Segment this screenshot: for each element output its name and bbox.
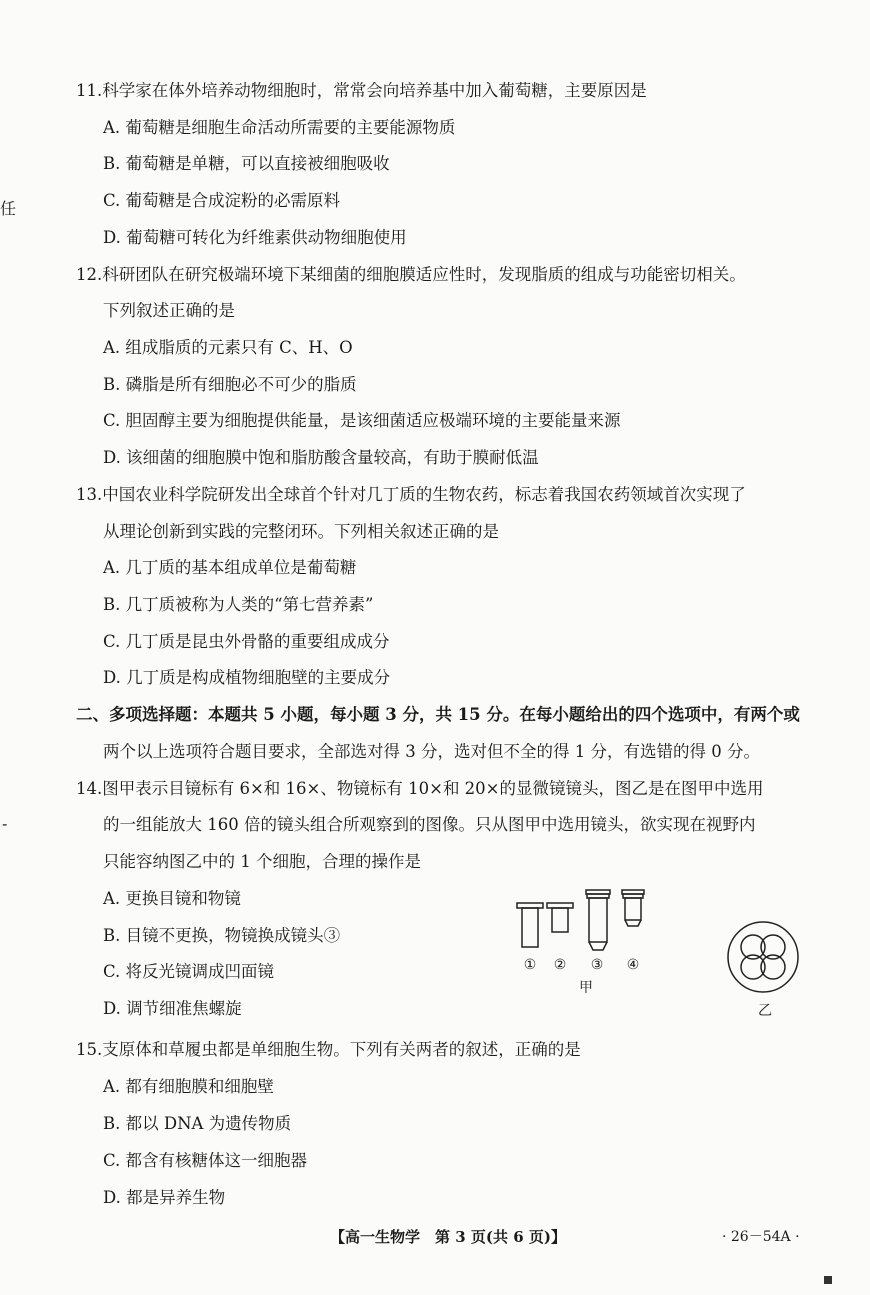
question-15-option-c: C. 都含有核糖体这一细胞器 — [103, 1151, 308, 1170]
lens-2-body — [552, 908, 568, 932]
question-14-stem-cont: 的一组能放大 160 倍的镜头组合所观察到的图像。只从图甲中选用镜头，欲实现在视野内 — [103, 815, 756, 834]
question-11-stem: 11.科学家在体外培养动物细胞时，常常会向培养基中加入葡萄糖，主要原因是 — [76, 81, 647, 100]
question-14-option-c: C. 将反光镜调成凹面镜 — [103, 962, 275, 981]
question-15-stem: 15.支原体和草履虫都是单细胞生物。下列有关两者的叙述，正确的是 — [76, 1040, 581, 1059]
question-13-stem-cont: 从理论创新到实践的完整闭环。下列相关叙述正确的是 — [103, 522, 499, 541]
question-13-option-c: C. 几丁质是昆虫外骨骼的重要组成成分 — [103, 632, 390, 651]
question-12-option-d: D. 该细菌的细胞膜中饱和脂肪酸含量较高，有助于膜耐低温 — [103, 448, 539, 467]
lens-label-4: ④ — [626, 957, 640, 973]
question-14-stem-cont: 只能容纳图乙中的 1 个细胞，合理的操作是 — [103, 852, 421, 871]
lens-label-2: ② — [553, 957, 567, 973]
lens-3-body — [589, 898, 607, 942]
question-14-option-b: B. 目镜不更换，物镜换成镜头③ — [103, 926, 341, 945]
question-15-option-a: A. 都有细胞膜和细胞壁 — [103, 1077, 274, 1096]
question-13-option-a: A. 几丁质的基本组成单位是葡萄糖 — [103, 558, 357, 577]
question-14-option-d: D. 调节细准焦螺旋 — [103, 999, 242, 1018]
field-of-view-yi — [726, 920, 800, 994]
question-11-option-d: D. 葡萄糖可转化为纤维素供动物细胞使用 — [103, 228, 407, 247]
question-11-option-b: B. 葡萄糖是单糖，可以直接被细胞吸收 — [103, 154, 390, 173]
section-2-heading-cont: 两个以上选项符合题目要求，全部选对得 3 分，选对但不全的得 1 分，有选错的得 0 分。 — [103, 742, 760, 761]
question-12-option-b: B. 磷脂是所有细胞必不可少的脂质 — [103, 375, 357, 394]
lens-3-tip — [589, 942, 607, 950]
question-12-stem: 12.科研团队在研究极端环境下某细菌的细胞膜适应性时，发现脂质的组成与功能密切相关。 — [76, 265, 746, 284]
question-14-option-a: A. 更换目镜和物镜 — [103, 889, 241, 908]
question-11-option-c: C. 葡萄糖是合成淀粉的必需原料 — [103, 191, 341, 210]
question-15-option-d: D. 都是异养生物 — [103, 1188, 226, 1207]
question-13-stem: 13.中国农业科学院研发出全球首个针对几丁质的生物农药，标志着我国农药领域首次实现了 — [76, 485, 746, 504]
margin-mark: 任 — [0, 199, 17, 218]
section-2-heading: 二、多项选择题：本题共 5 小题，每小题 3 分，共 15 分。在每小题给出的四个选项中，有两个或 — [76, 705, 800, 724]
page-footer: 【高一生物学 第 3 页(共 6 页)】 — [330, 1228, 566, 1246]
lens-label-1: ① — [523, 957, 537, 973]
figure-caption-jia: 甲 — [579, 980, 593, 996]
figure-caption-yi: 乙 — [758, 1003, 772, 1019]
question-12-option-c: C. 胆固醇主要为细胞提供能量，是该细菌适应极端环境的主要能量来源 — [103, 411, 621, 430]
question-12-option-a: A. 组成脂质的元素只有 C、H、O — [103, 338, 353, 357]
question-13-option-d: D. 几丁质是构成植物细胞壁的主要成分 — [103, 668, 391, 687]
question-12-stem-cont: 下列叙述正确的是 — [103, 301, 235, 320]
qr-code-icon — [824, 1276, 832, 1284]
question-13-option-b: B. 几丁质被称为人类的“第七营养素” — [103, 595, 374, 614]
margin-mark: - — [2, 814, 8, 833]
question-15-option-b: B. 都以 DNA 为遗传物质 — [103, 1114, 292, 1133]
paper-code: · 26－54A · — [722, 1229, 800, 1245]
lens-4-body — [625, 898, 641, 920]
lens-label-3: ③ — [590, 957, 604, 973]
lens-4-tip — [625, 920, 641, 926]
lens-figure-jia — [510, 884, 670, 954]
question-11-option-a: A. 葡萄糖是细胞生命活动所需要的主要能源物质 — [103, 118, 456, 137]
question-14-stem: 14.图甲表示目镜标有 6×和 16×、物镜标有 10×和 20×的显微镜镜头，图乙是在图甲中选用 — [76, 779, 764, 798]
lens-1-body — [522, 908, 538, 947]
field-circle — [728, 922, 798, 992]
